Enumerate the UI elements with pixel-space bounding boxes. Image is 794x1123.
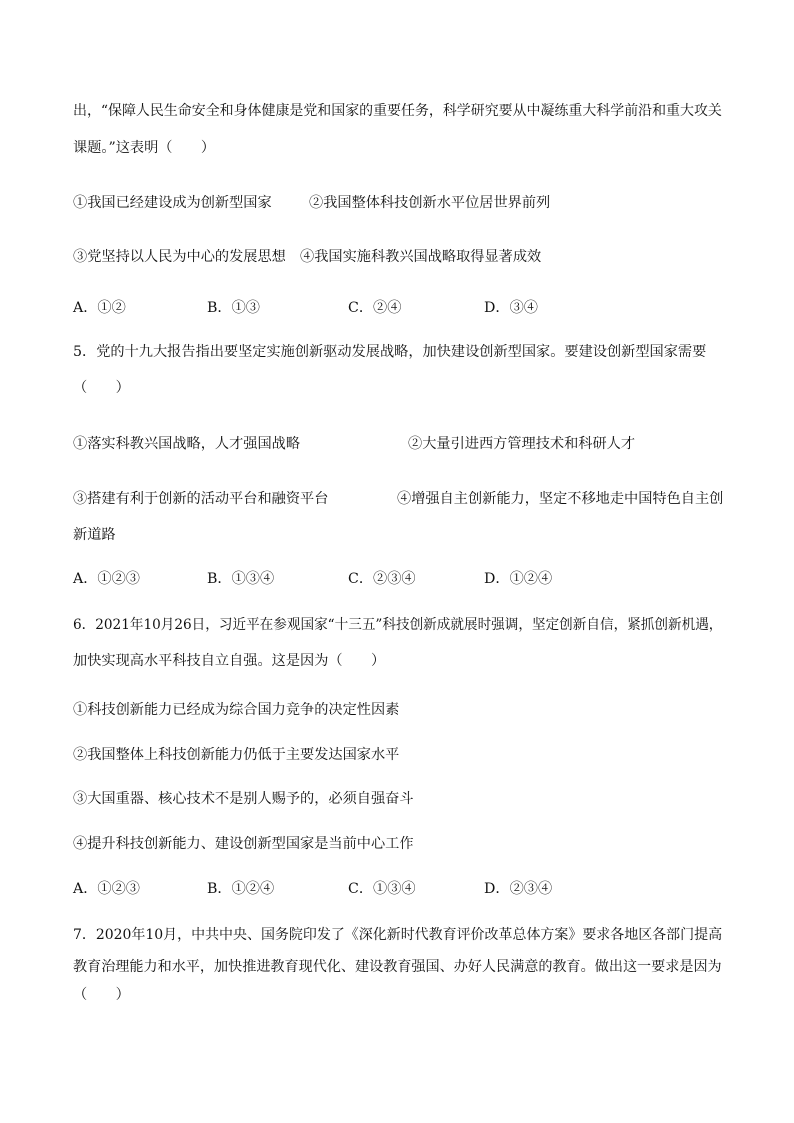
q7-stem-line-3: （ ） bbox=[73, 987, 130, 1003]
q5-options bbox=[73, 569, 633, 589]
q6-statement-2: ②我国整体上科技创新能力仍低于主要发达国家水平 bbox=[73, 747, 400, 763]
q6-stem-line-2: 加快实现高水平科技自立自强。这是因为（ ） bbox=[73, 653, 386, 669]
q5-stem-line-2: （ ） bbox=[73, 380, 130, 396]
q6-stem-line-1: 6．2021年10月26日，习近平在参观国家“十三五”科技创新成就展时强调，坚定创新自信，紧抓创新机遇， bbox=[73, 617, 723, 633]
option-a[interactable]: A．①②③ bbox=[73, 571, 140, 587]
option-c[interactable]: C．②③④ bbox=[348, 571, 416, 587]
q6-statement-3: ③大国重器、核心技术不是别人赐予的，必须自强奋斗 bbox=[73, 791, 414, 807]
option-b[interactable]: B．①②④ bbox=[207, 881, 275, 897]
option-b[interactable]: B．①③ bbox=[207, 300, 260, 316]
option-b[interactable]: B．①③④ bbox=[207, 571, 275, 587]
q5-stem-line-1: 5．党的十九大报告指出要坚定实施创新驱动发展战略，加快建设创新型国家。要建设创新型国家需要 bbox=[73, 344, 707, 360]
q5-statement-4-cont: 新道路 bbox=[73, 527, 116, 543]
q4-statement-3: ③党坚持以人民为中心的发展思想 bbox=[73, 249, 286, 265]
q6-statement-4: ④提升科技创新能力、建设创新型国家是当前中心工作 bbox=[73, 836, 414, 852]
q5-statement-3: ③搭建有利于创新的活动平台和融资平台 bbox=[73, 491, 329, 507]
option-d[interactable]: D．②③④ bbox=[484, 881, 553, 897]
q5-statement-1: ①落实科教兴国战略，人才强国战略 bbox=[73, 436, 301, 452]
option-c[interactable]: C．②④ bbox=[348, 300, 402, 316]
q4-statement-4: ④我国实施科教兴国战略取得显著成效 bbox=[300, 249, 542, 265]
q5-statement-2: ②大量引进西方管理技术和科研人才 bbox=[408, 436, 636, 452]
q4-statement-2: ②我国整体科技创新水平位居世界前列 bbox=[309, 195, 551, 211]
q7-stem-line-2: 教育治理能力和水平，加快推进教育现代化、建设教育强国、办好人民满意的教育。做出这一要求是因为 bbox=[73, 959, 722, 975]
q4-statement-1: ①我国已经建设成为创新型国家 bbox=[73, 195, 272, 211]
q7-stem-line-1: 7．2020年10月，中共中央、国务院印发了《深化新时代教育评价改革总体方案》要求各地区各部门提高 bbox=[73, 927, 723, 943]
q5-statement-4: ④增强自主创新能力，坚定不移地走中国特色自主创 bbox=[397, 491, 724, 507]
q4-options bbox=[73, 298, 633, 318]
q4-stem-line-2: 课题。”这表明（ ） bbox=[73, 140, 216, 156]
option-c[interactable]: C．①③④ bbox=[348, 881, 416, 897]
q6-statement-1: ①科技创新能力已经成为综合国力竞争的决定性因素 bbox=[73, 702, 400, 718]
option-a[interactable]: A．①②③ bbox=[73, 881, 140, 897]
option-a[interactable]: A．①② bbox=[73, 300, 126, 316]
option-d[interactable]: D．①②④ bbox=[484, 571, 553, 587]
q4-stem-line-1: 出，“保障人民生命安全和身体健康是党和国家的重要任务，科学研究要从中凝练重大科学前沿和重大攻关 bbox=[73, 103, 722, 119]
q6-options bbox=[73, 879, 633, 899]
option-d[interactable]: D．③④ bbox=[484, 300, 538, 316]
